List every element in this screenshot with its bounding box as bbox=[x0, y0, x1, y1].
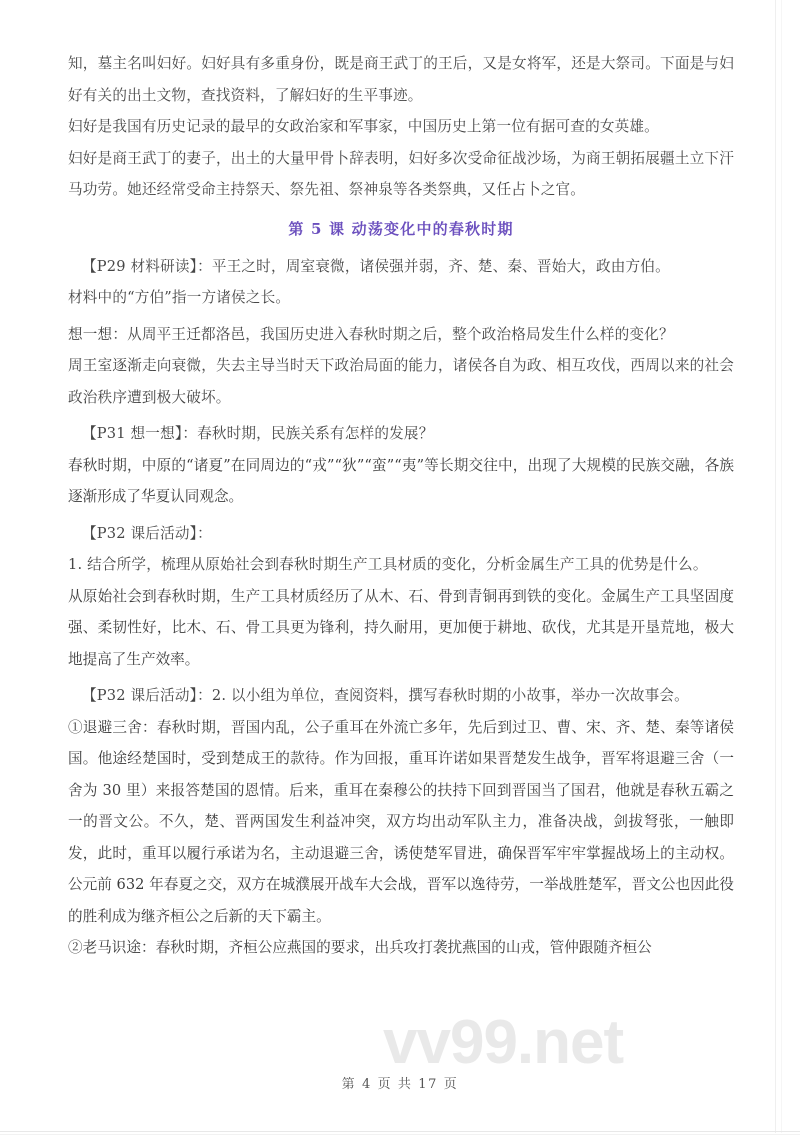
page-right-edge bbox=[775, 0, 776, 1133]
page-bottom-edge bbox=[0, 1131, 800, 1132]
paragraph-p32-answer-1: 从原始社会到春秋时期，生产工具材质经历了从木、石、骨到青铜再到铁的变化。金属生产工具坚固度强、柔韧性好，比木、石、骨工具更为锋利，持久耐用，更加便于耕地、砍伐，尤其是开垦荒地，极大地提高了生产效率。 bbox=[68, 587, 734, 668]
paragraph-p32-activity-label: 【P32 课后活动】： bbox=[82, 524, 212, 542]
paragraph-p31-question: 【P31 想一想】：春秋时期，民族关系有怎样的发展？ bbox=[82, 425, 434, 442]
page-footer: 第 4 页 共 17 页 bbox=[341, 1077, 459, 1092]
paragraph-think-question: 想一想：从周平王迁都洛邑，我国历史进入春秋时期之后，整个政治格局发生什么样的变化？ bbox=[68, 325, 674, 343]
page-bottom-edge-inner bbox=[0, 1134, 800, 1135]
paragraph-story-tuibisanshe: ①退避三舍：春秋时期，晋国内乱，公子重耳在外流亡多年，先后到过卫、曹、宋、齐、楚、秦等诸侯国。他途经楚国时，受到楚成王的款待。作为回报，重耳许诺如果晋楚发生战争，晋军将退避三舍（一舍为 30 里）来报答楚国的恩情。后来，重耳在秦穆公的扶持下回到晋国当了国君，他就是春秋五霸之一的晋文公。不久，楚、晋两国发生利益冲突，双方均出动军队主力，准备决战，剑拔弩张，一触即发，此时，重耳以履行承诺为名，主动退避三舍，诱使楚军冒进，确保晋军牢牢掌握战场上的主动权。公元前 632 年春夏之交，双方在城濮展开战车大会战，晋军以逸待劳，一举战胜楚军，晋文公也因此役的胜利成为继齐桓公之后新的天下霸主。 bbox=[68, 718, 734, 925]
paragraph-fuhao-intro: 知，墓主名叫妇好。妇好具有多重身份，既是商王武丁的王后，又是女将军，还是大祭司。下面是与妇好有关的出土文物，查找资料，了解妇好的生平事迹。 bbox=[68, 55, 734, 104]
paragraph-story-laomashitu: ②老马识途：春秋时期，齐桓公应燕国的要求，出兵攻打袭扰燕国的山戎，管仲跟随齐桓公 bbox=[68, 939, 652, 956]
paragraph-think-answer: 周王室逐渐走向衰微，失去主导当时天下政治局面的能力，诸侯各自为政、相互攻伐，西周以来的社会政治秩序遭到极大破坏。 bbox=[68, 357, 734, 406]
paragraph-p31-answer: 春秋时期，中原的“诸夏”在同周边的“戎”“狄”“蛮”“夷”等长期交往中，出现了大规模的民族交融，各族逐渐形成了华夏认同观念。 bbox=[68, 456, 734, 505]
paragraph-fuhao-wife: 妇好是商王武丁的妻子，出土的大量甲骨卜辞表明，妇好多次受命征战沙场，为商王朝拓展疆土立下汗马功劳。她还经常受命主持祭天、祭先祖、祭神泉等各类祭典，又任占卜之官。 bbox=[68, 149, 734, 198]
site-watermark: vv99.net bbox=[383, 1008, 624, 1077]
paragraph-p32-question-1: 1. 结合所学，梳理从原始社会到春秋时期生产工具材质的变化，分析金属生产工具的优势是什么。 bbox=[68, 556, 708, 573]
page-right-edge-inner bbox=[781, 0, 782, 1133]
lesson-heading: 第 5 课 动荡变化中的春秋时期 bbox=[288, 219, 514, 238]
paragraph-fuhao-politician: 妇好是我国有历史记录的最早的女政治家和军事家，中国历史上第一位有据可查的女英雄。 bbox=[68, 118, 659, 135]
paragraph-p29-material-reading: 【P29 材料研读】：平王之时，周室衰微，诸侯强并弱，齐、楚、秦、晋始大，政由方伯。 bbox=[82, 257, 670, 275]
paragraph-p32-question-2: 【P32 课后活动】：2. 以小组为单位，查阅资料，撰写春秋时期的小故事，举办一次故事会。 bbox=[82, 687, 689, 704]
paragraph-p29-answer: 材料中的“方伯”指一方诸侯之长。 bbox=[68, 289, 291, 306]
document-body bbox=[68, 48, 734, 964]
